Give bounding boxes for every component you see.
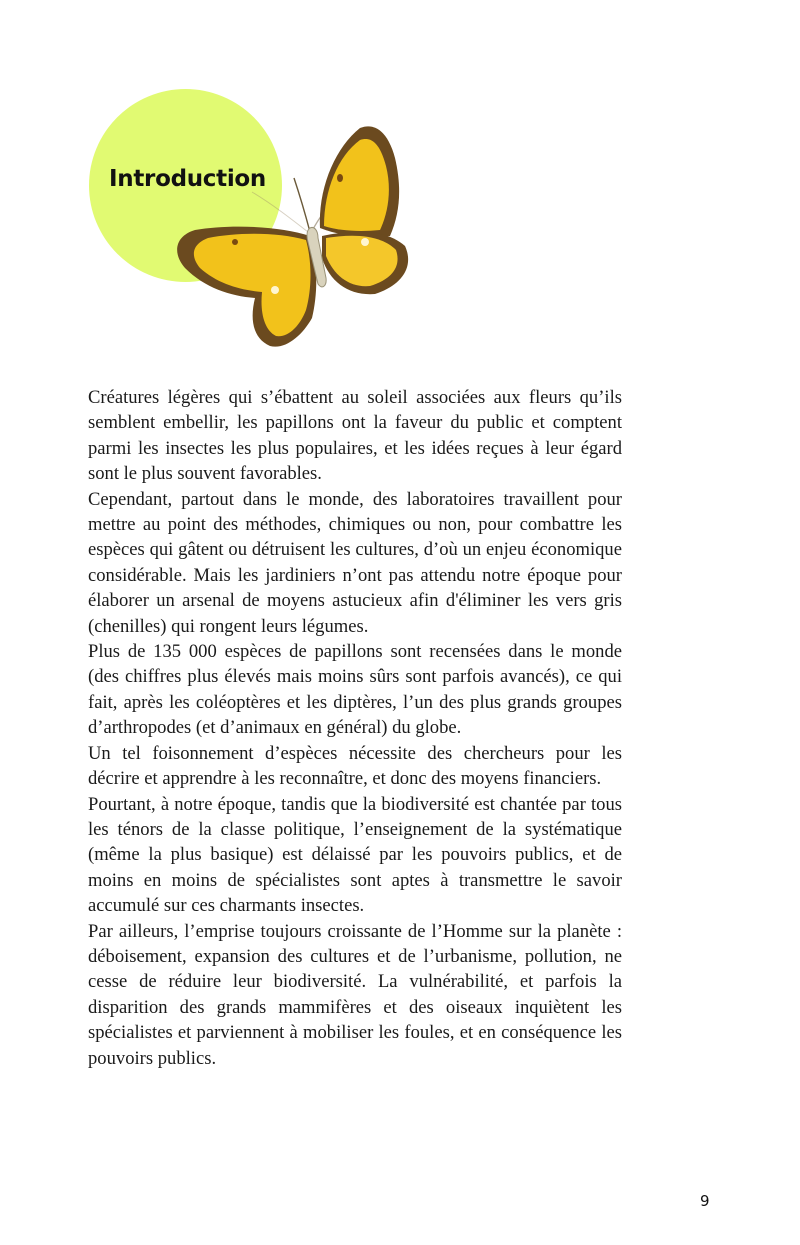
paragraph-1: Créatures légères qui s’ébattent au soleil associées aux fleurs qu’ils semblent embellir, les papillons ont la faveur du public et comptent parmi les insectes les plus populaires, et les idées reçues à leur égard sont le plus souvent favorables. [88, 387, 622, 485]
paragraph-3: Plus de 135 000 espèces de papillons sont recensées dans le monde (des chiffres plus élevés mais moins sûrs sont parfois avancés), ce qui fait, après les coléoptères et les diptères, l’un des plus grands groupes d’arthropodes (et d’animaux en général) du globe. [88, 641, 622, 739]
butterfly-illustration [160, 118, 425, 350]
paragraph-6: Par ailleurs, l’emprise toujours croissante de l’Homme sur la planète : déboisement, expansion des cultures et de l’urbanisme, pollution, ne cesse de réduire leur biodiversité. La vulnérabilité, et parfois la disparition des grands mammifères et des oiseaux inquiètent les spécialistes et parviennent à mobiliser les foules, et en conséquence les pouvoirs publics. [88, 920, 622, 1069]
body-text [88, 385, 622, 1071]
paragraph-4: Un tel foisonnement d’espèces nécessite des chercheurs pour les décrire et apprendre à les reconnaître, et donc des moyens financiers. [88, 742, 622, 790]
page-number: 9 [700, 1192, 710, 1210]
paragraph-5: Pourtant, à notre époque, tandis que la biodiversité est chantée par tous les ténors de la classe politique, l’enseignement de la systématique (même la plus basique) est délaissé par les pouvoirs publics, et de moins en moins de spécialistes sont aptes à transmettre le savoir accumulé sur ces charmants insectes. [88, 793, 622, 917]
paragraph-2: Cependant, partout dans le monde, des laboratoires travaillent pour mettre au point des méthodes, chimiques ou non, pour combattre les espèces qui gâtent ou détruisent les cultures, d’où un enjeu économique considérable. Mais les jardiniers n’ont pas attendu notre époque pour élaborer un arsenal de moyens astucieux afin d'éliminer les vers gris (chenilles) qui rongent leurs légumes. [88, 488, 622, 637]
section-title: Introduction [109, 166, 266, 192]
